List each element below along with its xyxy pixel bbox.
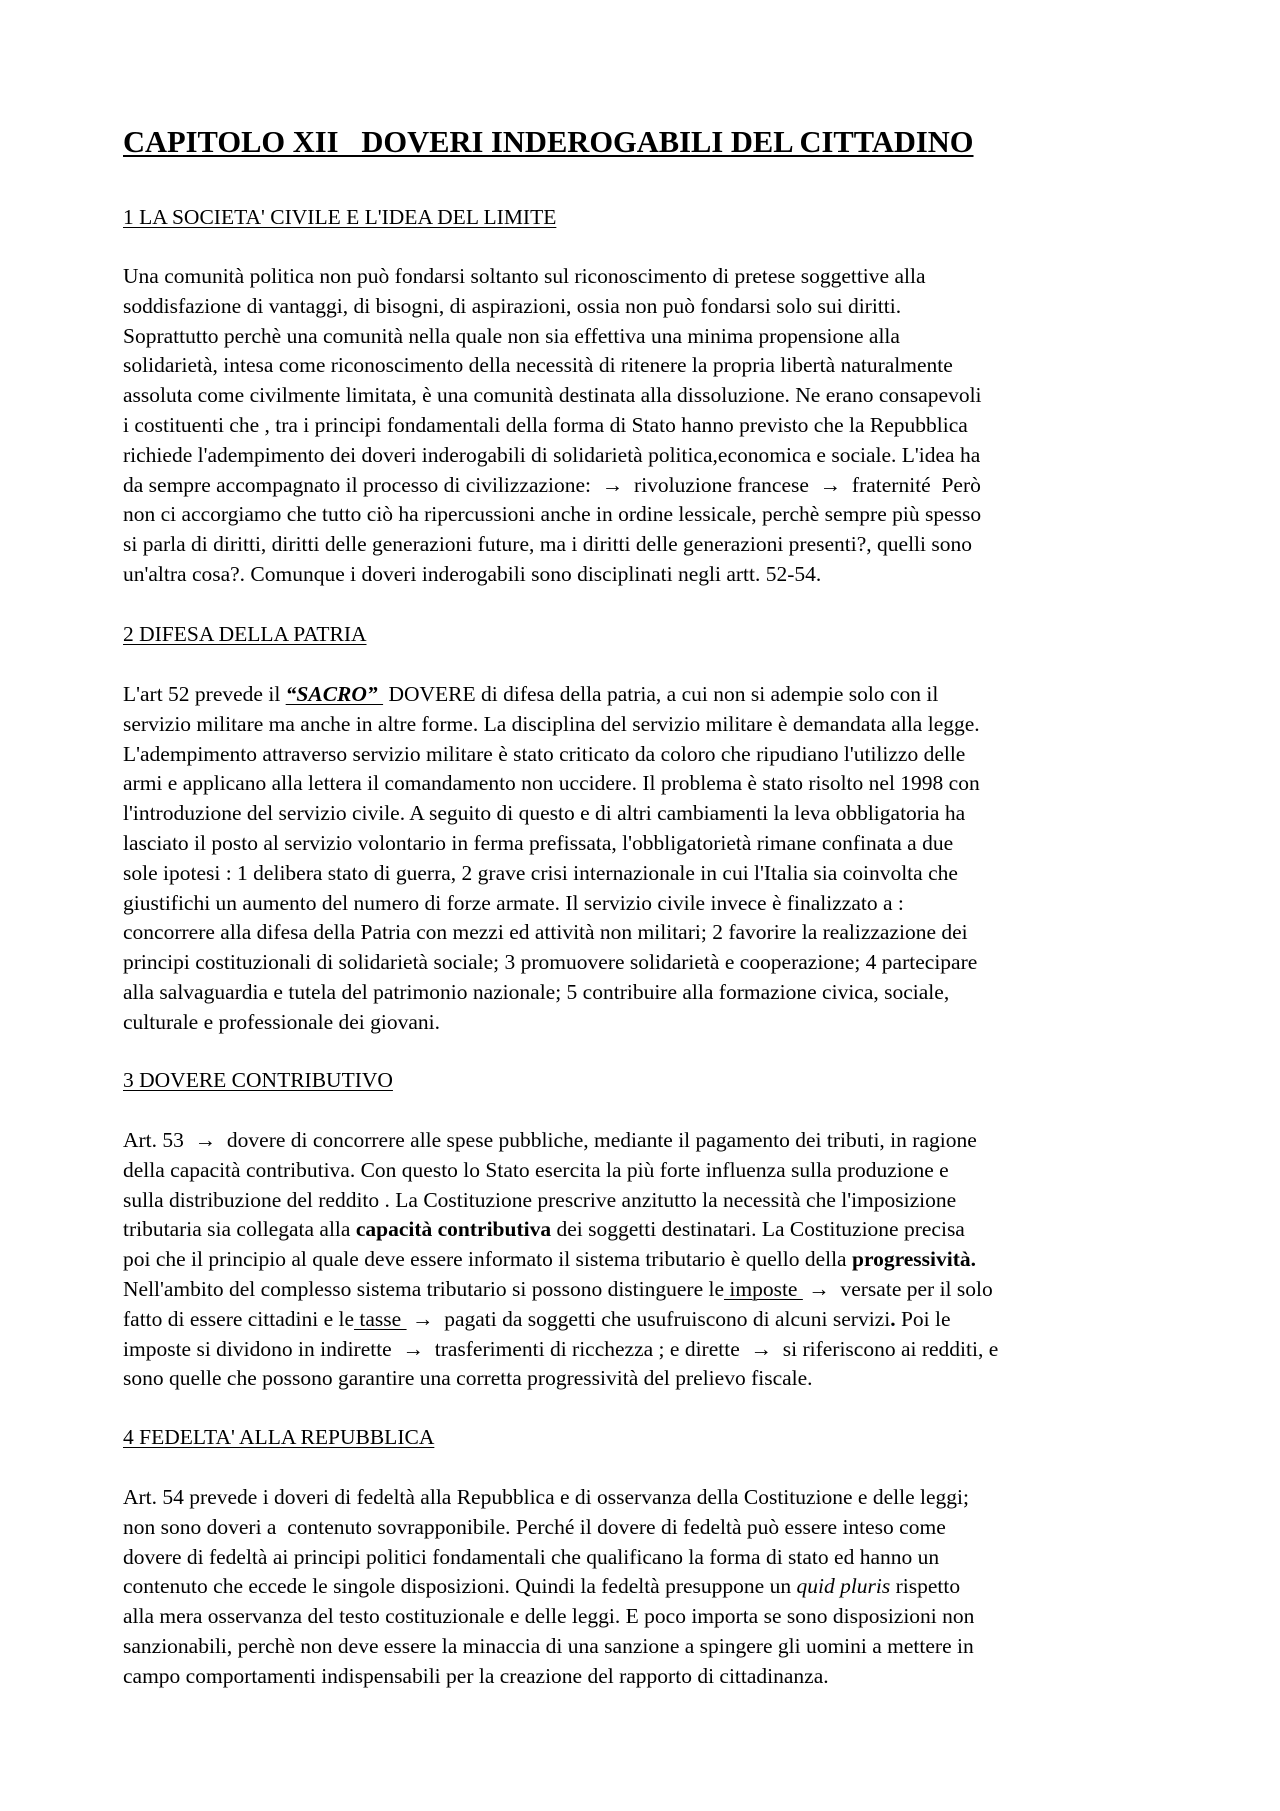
paragraph-line: non sono doveri a contenuto sovrapponibile. Perché il dovere di fedeltà può essere inteso come	[123, 1514, 946, 1539]
text-run: → pagati da soggetti che usufruiscono di alcuni servizi	[406, 1306, 891, 1331]
text-run: Poi le	[895, 1306, 951, 1331]
text-run: L'art 52 prevede il	[123, 682, 286, 706]
paragraph-line: lasciato il posto al servizio volontario in ferma prefissata, l'obbligatorietà rimane confinata a due	[123, 830, 954, 855]
text-run: rispetto	[890, 1574, 961, 1599]
paragraph-line: campo comportamenti indispensabili per la creazione del rapporto di cittadinanza.	[123, 1663, 829, 1688]
text-run: poi che il principio al quale deve essere informato il sistema tributario è quello della	[123, 1247, 852, 1272]
paragraph-line: solidarietà, intesa come riconoscimento della necessità di ritenere la propria libertà naturalmente	[123, 353, 953, 378]
sacro-emphasis: “SACRO”	[285, 682, 384, 706]
tasse-underlined: tasse	[354, 1306, 407, 1331]
paragraph-line: sole ipotesi : 1 delibera stato di guerra, 2 grave crisi internazionale in cui l'Italia sia coinvolta che	[123, 860, 958, 885]
paragraph-line: assoluta come civilmente limitata, è una comunità destinata alla dissoluzione. Ne erano consapevoli	[123, 383, 982, 408]
text-run: fatto di essere cittadini e le	[123, 1306, 355, 1331]
paragraph-line: armi e applicano alla lettera il comandamento non uccidere. Il problema è stato risolto nel 1998 con	[123, 771, 980, 796]
paragraph-line	[123, 1245, 1173, 1275]
paragraph-line	[123, 1275, 1173, 1305]
text-run: contenuto che eccede le singole disposizioni. Quindi la fedeltà presuppone un	[123, 1574, 797, 1599]
text-run: dei soggetti destinatari. La Costituzione precisa	[551, 1217, 965, 1242]
paragraph-line: culturale e professionale dei giovani.	[123, 1009, 441, 1034]
paragraph-line: alla mera osservanza del testo costituzionale e delle leggi. E poco importa se sono disposizioni non	[123, 1604, 975, 1629]
paragraph-line: non ci accorgiamo che tutto ciò ha ripercussioni anche in ordine lessicale, perchè sempre più spesso	[123, 502, 982, 527]
bold-period: .	[890, 1306, 896, 1331]
paragraph-line	[123, 1305, 1173, 1335]
section-2-paragraph	[123, 680, 1173, 1038]
paragraph-line: imposte si dividono in indirette → trasferimenti di ricchezza ; e dirette → si riferiscono ai redditi, e	[123, 1336, 999, 1361]
progressivita-bold: progressività.	[851, 1247, 977, 1272]
paragraph-line: alla salvaguardia e tutela del patrimonio nazionale; 5 contribuire alla formazione civica, sociale,	[123, 979, 950, 1004]
section-4-heading: 4 FEDELTA' ALLA REPUBBLICA	[123, 1425, 435, 1449]
section-2-heading: 2 DIFESA DELLA PATRIA	[123, 622, 367, 646]
paragraph-line: da sempre accompagnato il processo di civilizzazione: → rivoluzione francese → fraternité Però	[123, 472, 981, 497]
paragraph-line: della capacità contributiva. Con questo lo Stato esercita la più forte influenza sulla produzione e	[123, 1157, 949, 1182]
quid-pluris-italic: quid pluris	[796, 1574, 891, 1599]
text-run: Nell'ambito del complesso sistema tributario si possono distinguere le	[123, 1276, 725, 1301]
section-4-paragraph	[123, 1483, 1173, 1692]
paragraph-line	[123, 1215, 1173, 1245]
paragraph-line: Art. 54 prevede i doveri di fedeltà alla Repubblica e di osservanza della Costituzione e delle leggi;	[123, 1485, 969, 1509]
imposte-underlined: imposte	[724, 1276, 803, 1301]
text-run: → versate per il solo	[802, 1276, 993, 1301]
paragraph-line: giustifichi un aumento del numero di forze armate. Il servizio civile invece è finalizzato a :	[123, 890, 904, 915]
capacita-contributiva-bold: capacità contributiva	[355, 1217, 552, 1242]
paragraph-line: servizio militare ma anche in altre forme. La disciplina del servizio militare è demandata alla legge.	[123, 711, 980, 736]
paragraph-line: si parla di diritti, diritti delle generazioni future, ma i diritti delle generazioni presenti?, quelli sono	[123, 532, 972, 557]
section-3-paragraph	[123, 1126, 1173, 1394]
paragraph-line: un'altra cosa?. Comunque i doveri inderogabili sono disciplinati negli artt. 52-54.	[123, 561, 822, 586]
text-run: DOVERE di difesa della patria, a cui non si adempie solo con il	[383, 682, 939, 706]
section-1-paragraph	[123, 262, 1173, 590]
paragraph-line: sono quelle che possono garantire una corretta progressività del prelievo fiscale.	[123, 1366, 813, 1391]
paragraph-line: sulla distribuzione del reddito . La Costituzione prescrive anzitutto la necessità che l'imposizione	[123, 1187, 957, 1212]
chapter-title: CAPITOLO XII DOVERI INDEROGABILI DEL CITTADINO	[123, 125, 974, 159]
paragraph-line: richiede l'adempimento dei doveri inderogabili di solidarietà politica,economica e sociale. L'idea ha	[123, 442, 981, 467]
paragraph-line	[123, 680, 1173, 710]
paragraph-line: concorrere alla difesa della Patria con mezzi ed attività non militari; 2 favorire la realizzazione dei	[123, 920, 968, 945]
text-run: tributaria sia collegata alla	[123, 1217, 356, 1242]
paragraph-line: sanzionabili, perchè non deve essere la minaccia di una sanzione a spingere gli uomini a mettere in	[123, 1633, 974, 1658]
paragraph-line: principi costituzionali di solidarietà sociale; 3 promuovere solidarietà e cooperazione; 4 partecipare	[123, 950, 978, 975]
section-3-heading: 3 DOVERE CONTRIBUTIVO	[123, 1068, 393, 1092]
section-1-heading: 1 LA SOCIETA' CIVILE E L'IDEA DEL LIMITE	[123, 205, 557, 229]
paragraph-line: i costituenti che , tra i principi fondamentali della forma di Stato hanno previsto che la Repubblica	[123, 412, 968, 437]
paragraph-line: Art. 53 → dovere di concorrere alle spese pubbliche, mediante il pagamento dei tributi, in ragione	[123, 1128, 977, 1152]
paragraph-line: Soprattutto perchè una comunità nella quale non sia effettiva una minima propensione alla	[123, 323, 900, 348]
paragraph-line: l'introduzione del servizio civile. A seguito di questo e di altri cambiamenti la leva obbligatoria ha	[123, 801, 966, 826]
paragraph-line	[123, 1572, 1173, 1602]
paragraph-line: soddisfazione di vantaggi, di bisogni, di aspirazioni, ossia non può fondarsi solo sui diritti.	[123, 293, 902, 318]
paragraph-line: Una comunità politica non può fondarsi soltanto sul riconoscimento di pretese soggettive alla	[123, 264, 926, 288]
paragraph-line: L'adempimento attraverso servizio militare è stato criticato da coloro che ripudiano l'utilizzo delle	[123, 741, 966, 766]
paragraph-line: dovere di fedeltà ai principi politici fondamentali che qualificano la forma di stato ed hanno un	[123, 1544, 940, 1569]
